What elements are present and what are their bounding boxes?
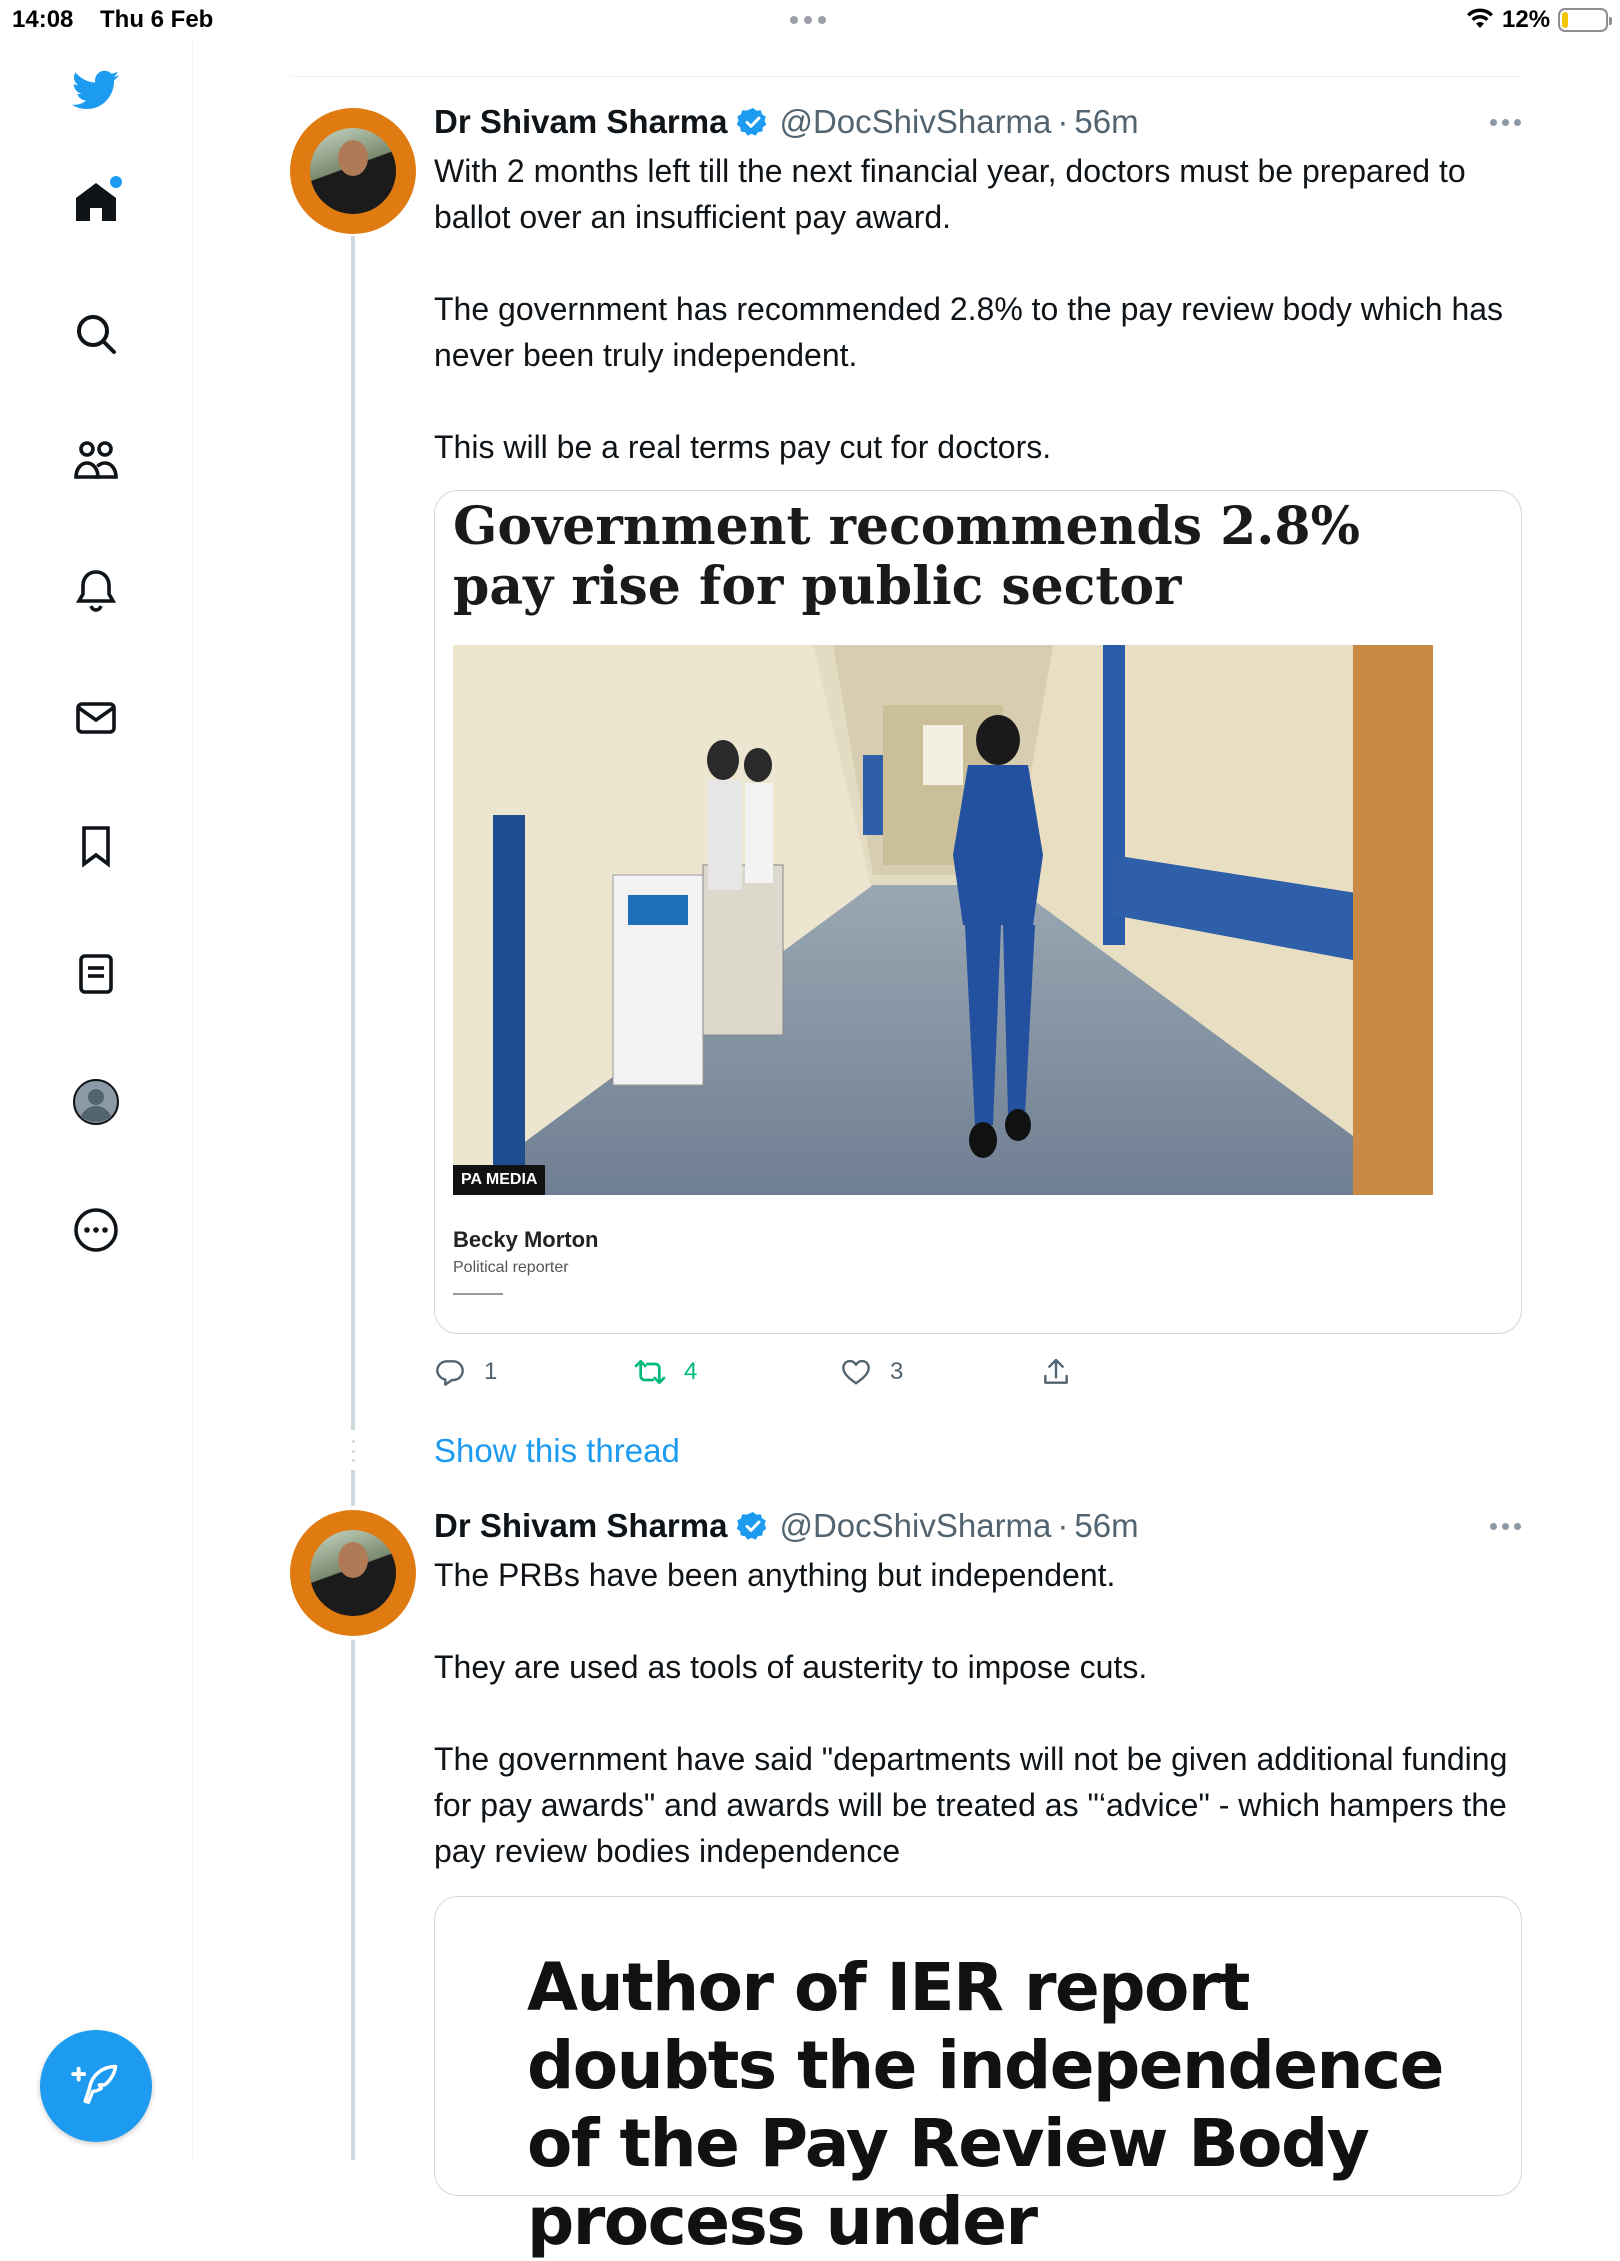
tweet-time[interactable]: 56m	[1074, 1507, 1139, 1544]
share-icon	[1040, 1356, 1072, 1388]
tweet-paragraph: The PRBs have been anything but independent.	[434, 1557, 1116, 1593]
tweet-time[interactable]: 56m	[1074, 103, 1139, 140]
more-options-icon[interactable]	[1490, 117, 1522, 127]
multitasking-dots[interactable]	[790, 16, 826, 24]
separator: ·	[1057, 103, 1069, 140]
tweet-paragraph: With 2 months left till the next financial year, doctors must be prepared to ballot over an insufficient pay award.	[434, 153, 1466, 235]
bookmark-icon[interactable]	[68, 818, 124, 874]
verified-badge-icon	[737, 1510, 769, 1542]
twitter-logo-icon[interactable]	[68, 62, 124, 118]
thread-connector	[351, 1470, 355, 1506]
byline-role: Political reporter	[453, 1259, 569, 1276]
card-headline: Author of IER report doubts the independence of the Pay Review Body process under	[527, 1949, 1443, 2260]
show-thread-link[interactable]: Show this thread	[434, 1432, 680, 1469]
link-card[interactable]	[434, 1896, 1522, 2260]
author-handle[interactable]: @DocShivSharma	[779, 1507, 1052, 1544]
avatar[interactable]	[290, 1510, 416, 1636]
avatar[interactable]	[290, 108, 416, 234]
byline-rule	[453, 1293, 503, 1295]
link-card[interactable]	[434, 490, 1522, 1334]
status-time: 14:08	[12, 6, 74, 33]
tweet-paragraph: They are used as tools of austerity to impose cuts.	[434, 1649, 1148, 1685]
retweet-icon	[634, 1356, 666, 1388]
feather-plus-icon	[70, 2060, 122, 2112]
list-icon[interactable]	[68, 946, 124, 1002]
tweet-paragraph: This will be a real terms pay cut for doctors.	[434, 429, 1052, 465]
profile-icon[interactable]	[68, 1074, 124, 1130]
notification-dot	[110, 176, 122, 188]
reply-icon	[434, 1356, 466, 1388]
share-button[interactable]	[1040, 1350, 1072, 1394]
search-icon[interactable]	[68, 306, 124, 362]
status-date: Thu 6 Feb	[100, 6, 214, 33]
battery-percent: 12%	[1502, 6, 1551, 33]
separator: ·	[1057, 1507, 1069, 1544]
author-name[interactable]: Dr Shivam Sharma	[434, 1507, 728, 1544]
retweet-button[interactable]	[634, 1350, 697, 1394]
byline-name: Becky Morton	[453, 1227, 599, 1252]
image-credit: PA MEDIA	[453, 1165, 545, 1195]
home-icon[interactable]	[68, 174, 124, 230]
author-handle[interactable]: @DocShivSharma	[779, 103, 1052, 140]
verified-badge-icon	[737, 106, 769, 138]
bell-icon[interactable]	[68, 562, 124, 618]
heart-icon	[840, 1356, 872, 1388]
card-headline: Government recommends 2.8% pay rise for public sector	[453, 496, 1361, 617]
reply-count: 1	[484, 1358, 498, 1385]
battery-icon	[1558, 8, 1608, 32]
thread-gap-dots	[351, 1440, 355, 1462]
tweet-text	[434, 1552, 1534, 1874]
tweet-header	[434, 1506, 1139, 1546]
tweet-paragraph: The government have said "departments will not be given additional funding for pay awards" and awards will be treated as "‘advice" - which hampers the pay review bodies independence	[434, 1741, 1508, 1869]
tweet-header	[434, 102, 1139, 142]
thread-connector	[351, 236, 355, 1430]
retweet-count: 4	[684, 1358, 698, 1385]
communities-icon[interactable]	[68, 433, 124, 489]
more-options-icon[interactable]	[1490, 1521, 1522, 1531]
more-circle-icon[interactable]	[68, 1202, 124, 1258]
mail-icon[interactable]	[68, 690, 124, 746]
compose-tweet-button[interactable]	[40, 2030, 152, 2142]
tweet-paragraph: The government has recommended 2.8% to the pay review body which has never been truly independent.	[434, 291, 1504, 373]
wifi-icon	[1465, 6, 1495, 30]
sidebar	[0, 40, 193, 2160]
reply-button[interactable]	[434, 1350, 497, 1394]
tweet-actions	[434, 1350, 1134, 1394]
like-button[interactable]	[840, 1350, 903, 1394]
tweet-text	[434, 148, 1534, 470]
like-count: 3	[890, 1358, 904, 1385]
status-bar	[0, 0, 1620, 40]
author-name[interactable]: Dr Shivam Sharma	[434, 103, 728, 140]
thread-connector	[351, 1640, 355, 2160]
divider	[290, 76, 1522, 77]
article-photo	[453, 645, 1433, 1195]
